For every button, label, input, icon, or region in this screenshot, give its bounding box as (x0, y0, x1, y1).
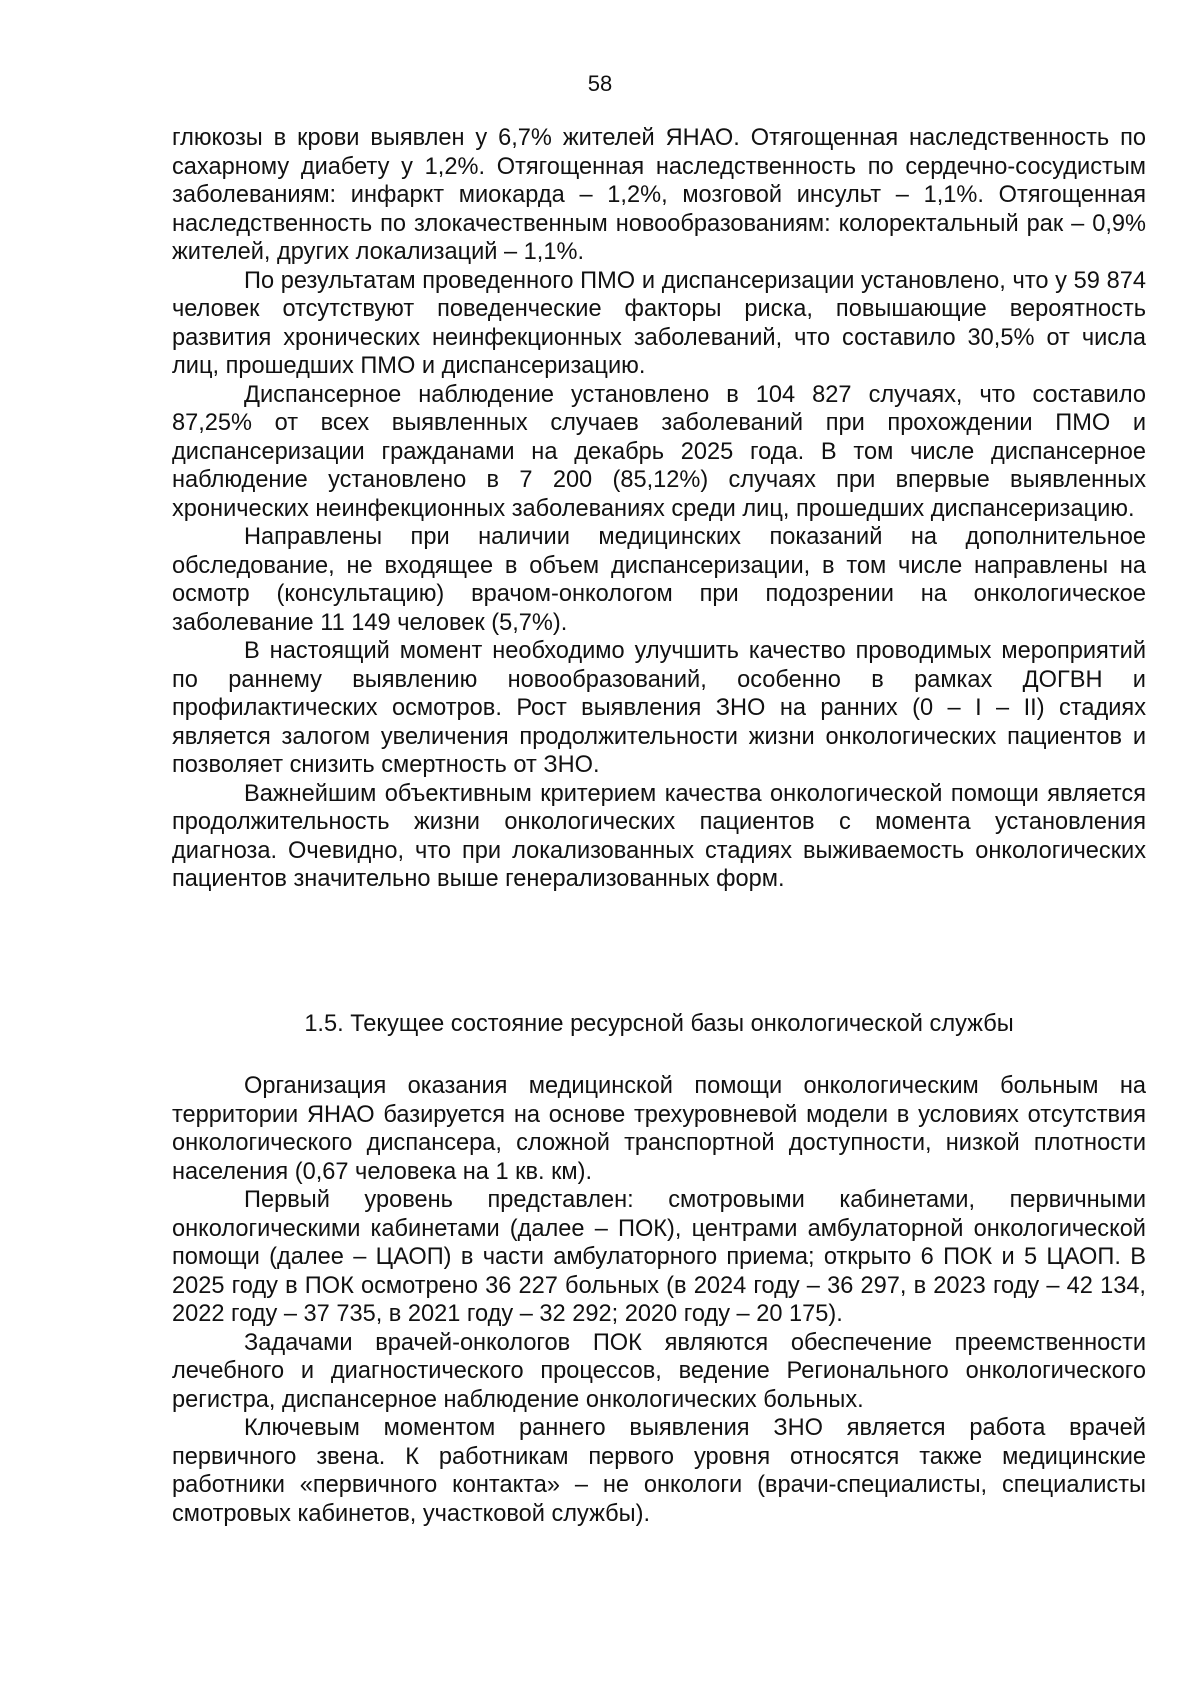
paragraph: Направлены при наличии медицинских показаний на дополнительное обследование, не входящее в объем диспансеризации, в том числе направлены на осмотр (консультацию) врачом-онкологом при подозрении на онкологическое заболевание 11 149 человек (5,7%). (172, 524, 1146, 636)
section-heading: 1.5. Текущее состояние ресурсной базы онкологической службы (304, 1011, 1014, 1037)
paragraph: глюкозы в крови выявлен у 6,7% жителей ЯНАО. Отягощенная наследственность по сахарному диабету у 1,2%. Отягощенная наследственность по сердечно-сосудистым заболеваниям: инфаркт миокарда – 1,2%, мозговой инсульт – 1,1%. Отягощенная наследственность по злокачественным новообразованиям: колоректальный рак – 0,9% жителей, других локализаций – 1,1%. (172, 125, 1146, 265)
body-text-top (172, 124, 1146, 894)
paragraph: Первый уровень представлен: смотровыми кабинетами, первичными онкологическими кабинетами (далее – ПОК), центрами амбулаторной онкологической помощи (далее – ЦАОП) в части амбулаторного приема; открыто 6 ПОК и 5 ЦАОП. В 2025 году в ПОК осмотрено 36 227 больных (в 2024 году – 36 297, в 2023 году – 42 134, 2022 году – 37 735, в 2021 году – 32 292; 2020 году – 20 175). (172, 1187, 1146, 1327)
paragraph: Задачами врачей-онкологов ПОК являются обеспечение преемственности лечебного и диагностического процессов, ведение Регионального онкологического регистра, диспансерное наблюдение онкологических больных. (172, 1329, 1146, 1413)
paragraph: Диспансерное наблюдение установлено в 104 827 случаях, что составило 87,25% от всех выявленных случаев заболеваний при прохождении ПМО и диспансеризации гражданами на декабрь 2025 года. В том числе диспансерное наблюдение установлено в 7 200 (85,12%) случаях при впервые выявленных хронических неинфекционных заболеваниях среди лиц, прошедших диспансеризацию. (172, 381, 1146, 522)
paragraph: Ключевым моментом раннего выявления ЗНО является работа врачей первичного звена. К работникам первого уровня относятся также медицинские работники «первичного контакта» – не онкологи (врачи-специалисты, специалисты смотровых кабинетов, участковой службы). (172, 1415, 1146, 1527)
paragraph: Важнейшим объективным критерием качества онкологической помощи является продолжительность жизни онкологических пациентов с момента установления диагноза. Очевидно, что при локализованных стадиях выживаемость онкологических пациентов значительно выше генерализованных форм. (172, 780, 1146, 892)
page-number: 58 (587, 71, 613, 96)
paragraph: Организация оказания медицинской помощи онкологическим больным на территории ЯНАО базируется на основе трехуровневой модели в условиях отсутствия онкологического диспансера, сложной транспортной доступности, низкой плотности населения (0,67 человека на 1 кв. км). (172, 1073, 1146, 1185)
body-text-bottom (172, 1072, 1146, 1528)
paragraph: В настоящий момент необходимо улучшить качество проводимых мероприятий по раннему выявлению новообразований, особенно в рамках ДОГВН и профилактических осмотров. Рост выявления ЗНО на ранних (0 – I – II) стадиях является залогом увеличения продолжительности жизни онкологических пациентов и позволяет снизить смертность от ЗНО. (172, 638, 1146, 778)
paragraph: По результатам проведенного ПМО и диспансеризации установлено, что у 59 874 человек отсутствуют поведенческие факторы риска, повышающие вероятность развития хронических неинфекционных заболеваний, что составило 30,5% от числа лиц, прошедших ПМО и диспансеризацию. (172, 267, 1146, 379)
